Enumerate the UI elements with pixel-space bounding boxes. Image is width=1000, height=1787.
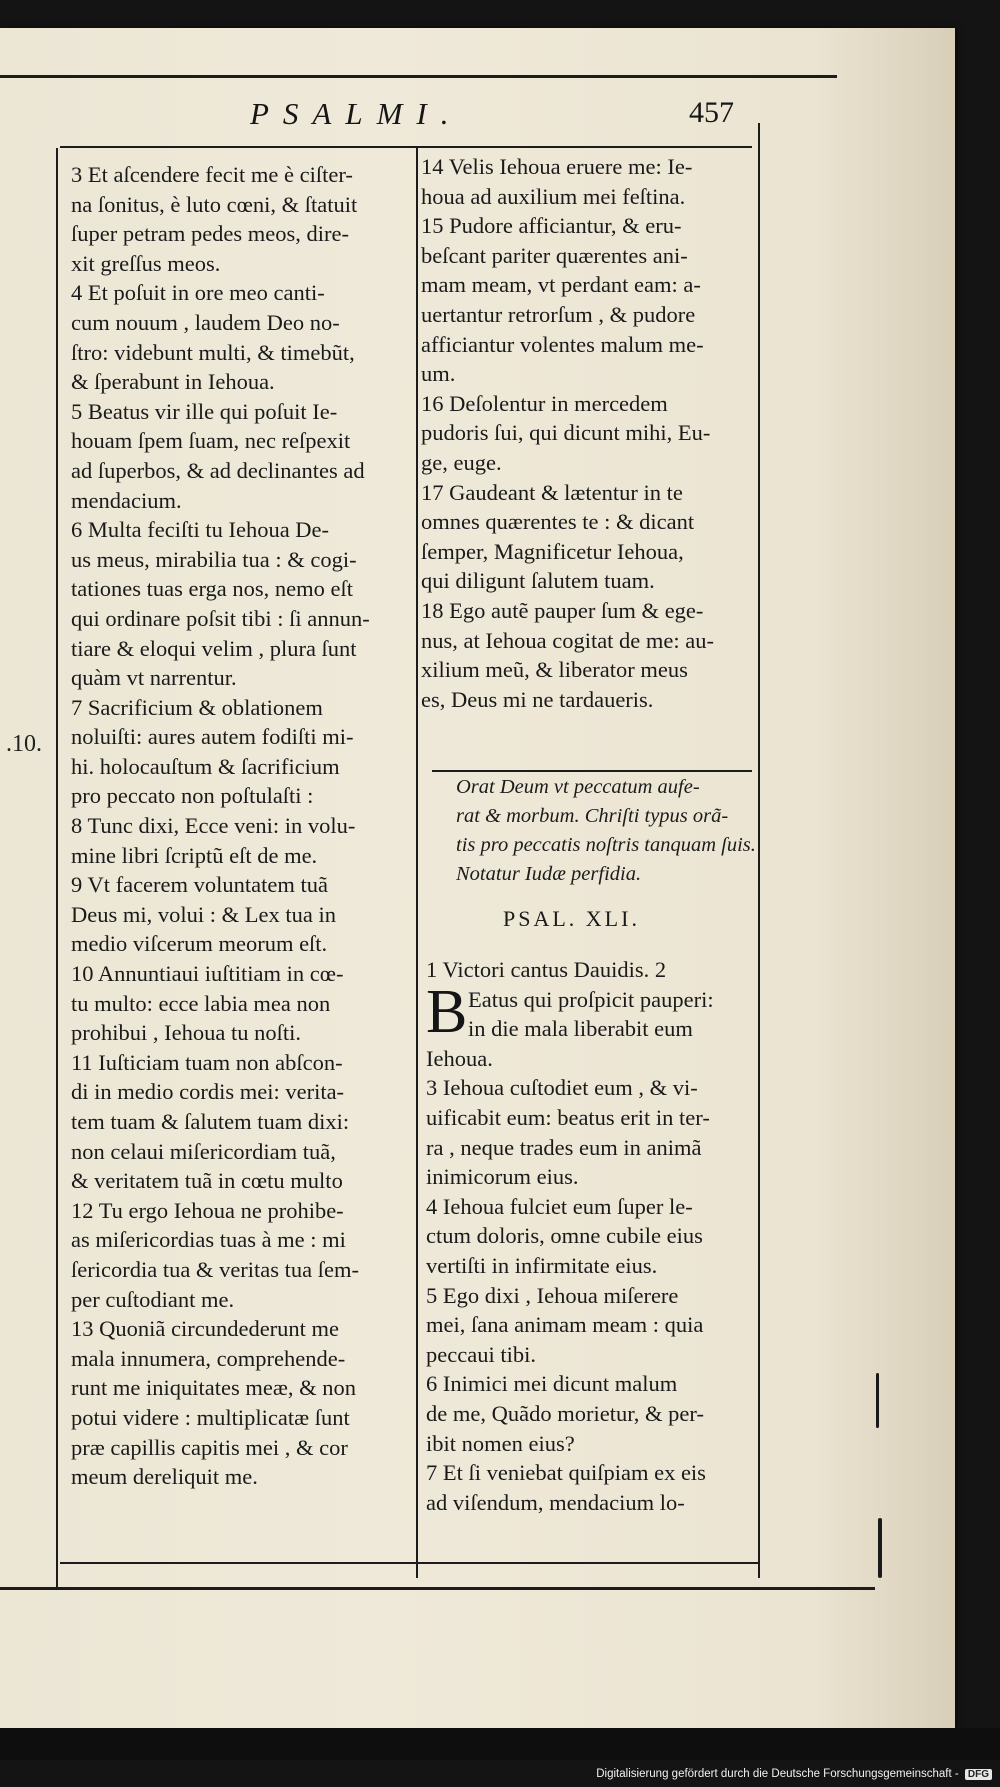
- psalm-heading: PSAL. XLI.: [503, 906, 640, 931]
- text-line: 3 Iehoua cuſtodiet eum , & vi-: [426, 1075, 698, 1101]
- text-line: pro peccato non poſtulaſti :: [71, 783, 314, 809]
- bracket-mark-upper: [876, 1373, 879, 1428]
- text-line: mei, ſana animam meam : quia: [426, 1312, 704, 1338]
- text-line: tis pro peccatis noſtris tanquam ſuis.: [456, 834, 756, 856]
- text-line: di in medio cordis mei: verita-: [71, 1079, 345, 1105]
- text-line: 16 Deſolentur in mercedem: [421, 390, 668, 416]
- text-line: um.: [421, 361, 456, 387]
- text-line: tem tuam & ſalutem tuam dixi:: [71, 1109, 350, 1134]
- text-line: uertantur retrorſum , & pudore: [421, 301, 696, 327]
- text-line: 4 Iehoua fulciet eum ſuper le-: [426, 1193, 693, 1219]
- text-line: hi. holocauſtum & ſacrificium: [71, 753, 340, 779]
- text-line: 14 Velis Iehoua eruere me: Ie-: [421, 154, 693, 179]
- text-line: ſtro: videbunt multi, & timebũt,: [71, 339, 355, 365]
- text-line: rat & morbum. Chriſti typus orã-: [456, 805, 729, 827]
- text-line: 7 Et ſi veniebat quiſpiam ex eis: [426, 1460, 706, 1486]
- text-line: na ſonitus, è luto cœni, & ſtatuit: [71, 191, 358, 217]
- psalm-summary: [456, 773, 760, 889]
- text-line: noluiſti: aures autem fodiſti mi-: [71, 724, 354, 750]
- text-line: præ capillis capitis mei , & cor: [71, 1434, 348, 1460]
- text-line: ge, euge.: [421, 449, 502, 475]
- text-line: de me, Quãdo morietur, & per-: [426, 1400, 704, 1426]
- text-line: mam meam, vt perdant eam: a-: [421, 272, 701, 298]
- text-line: vertiſti in infirmitate eius.: [426, 1252, 658, 1278]
- dfg-logo: DFG: [965, 1769, 992, 1780]
- text-line: 17 Gaudeant & lætentur in te: [421, 479, 683, 505]
- text-line: Iehoua.: [426, 1045, 493, 1071]
- text-line: per cuſtodiant me.: [71, 1286, 235, 1312]
- text-line: 6 Inimici mei dicunt malum: [426, 1371, 678, 1397]
- text-line: 7 Sacrificium & oblationem: [71, 694, 323, 720]
- text-line: tationes tuas erga nos, nemo eſt: [71, 576, 354, 602]
- text-line: beſcant pariter quærentes ani-: [421, 242, 688, 268]
- text-line: prohibui , Iehoua tu noſti.: [71, 1020, 301, 1046]
- text-line: in die mala liberabit eum: [468, 1016, 693, 1042]
- text-line: nus, at Iehoua cogitat de me: au-: [421, 627, 715, 653]
- text-line: runt me iniquitates meæ, & non: [71, 1375, 356, 1401]
- text-line: non celaui miſericordiam tuã,: [71, 1138, 336, 1164]
- text-line: ra , neque trades eum in animã: [426, 1134, 702, 1160]
- text-line: ſemper, Magnificetur Iehoua,: [421, 538, 684, 564]
- text-line: xit greſſus meos.: [71, 250, 221, 276]
- text-line: qui ordinare poſsit tibi : ſi annun-: [71, 605, 370, 631]
- bottom-rule-outer: [0, 1587, 875, 1590]
- text-line: mendacium.: [71, 487, 182, 513]
- digitization-credit: [596, 1768, 992, 1780]
- text-line: ſuper petram pedes meos, dire-: [71, 221, 350, 247]
- text-line: inimicorum eius.: [426, 1164, 579, 1190]
- text-line: potui videre : multiplicatæ ſunt: [71, 1404, 350, 1430]
- right-text-column-top: [421, 152, 757, 714]
- text-line: 1 Victori cantus Dauidis. 2: [426, 957, 667, 982]
- text-line: houam ſpem ſuam, nec reſpexit: [71, 428, 351, 454]
- text-line: & ſperabunt in Iehoua.: [71, 369, 275, 395]
- text-line: 11 Iuſticiam tuam non abſcon-: [71, 1049, 343, 1075]
- text-line: uificabit eum: beatus erit in ter-: [426, 1104, 710, 1130]
- text-line: quàm vt narrentur.: [71, 665, 237, 691]
- text-line: Deus mi, volui : & Lex tua in: [71, 901, 336, 927]
- text-line: 6 Multa feciſti tu Iehoua De-: [71, 517, 330, 543]
- left-column-border: [56, 148, 58, 1588]
- text-line: omnes quærentes te : & dicant: [421, 509, 695, 535]
- text-line: mala innumera, comprehende-: [71, 1345, 346, 1371]
- text-line: ad viſendum, mendacium lo-: [426, 1489, 685, 1515]
- text-line: es, Deus mi ne tardaueris.: [421, 686, 654, 712]
- text-line: us meus, mirabilia tua : & cogi-: [71, 546, 357, 572]
- text-line: qui diligunt ſalutem tuam.: [421, 568, 655, 594]
- text-lines: [426, 1044, 762, 1518]
- text-line: cum nouum , laudem Deo no-: [71, 309, 340, 335]
- text-line: 18 Ego autẽ pauper ſum & ege-: [421, 597, 704, 623]
- text-line: 8 Tunc dixi, Ecce veni: in volu-: [71, 813, 356, 839]
- top-rule: [0, 75, 837, 78]
- text-line: 3 Et aſcendere fecit me è ciſter-: [71, 162, 353, 187]
- text-line: 9 Vt facerem voluntatem tuã: [71, 872, 328, 898]
- text-line: ibit nomen eius?: [426, 1430, 575, 1456]
- text-line: as miſericordias tuas à me : mi: [71, 1227, 346, 1253]
- text-line: ſericordia tua & veritas tua ſem-: [71, 1256, 360, 1282]
- text-line: medio viſcerum meorum eſt.: [71, 931, 328, 957]
- text-line: xilium meũ, & liberator meus: [421, 657, 688, 683]
- text-line: Eatus qui proſpicit pauperi:: [468, 986, 714, 1012]
- text-line: meum dereliquit me.: [71, 1464, 258, 1490]
- margin-note: .10.: [6, 731, 42, 757]
- text-line: pudoris ſui, qui dicunt mihi, Eu-: [421, 420, 711, 446]
- text-line: 4 Et poſuit in ore meo canti-: [71, 280, 325, 306]
- right-text-column-bottom: [426, 955, 762, 1517]
- text-line: Orat Deum vt peccatum aufe-: [456, 776, 700, 798]
- column-divider: [416, 148, 418, 1578]
- text-line: tu multo: ecce labia mea non: [71, 990, 331, 1016]
- credit-text: Digitalisierung gefördert durch die Deutsche Forschungsgemeinschaft -: [596, 1768, 959, 1780]
- drop-cap: B: [426, 978, 468, 1046]
- text-line: afficiantur volentes malum me-: [421, 331, 704, 357]
- left-text-column: [71, 160, 411, 1492]
- text-line: 12 Tu ergo Iehoua ne prohibe-: [71, 1197, 344, 1223]
- text-line: houa ad auxilium mei feſtina.: [421, 183, 686, 209]
- text-line: & veritatem tuã in cœtu multo: [71, 1168, 343, 1194]
- text-line: 10 Annuntiaui iuſtitiam in cœ-: [71, 961, 344, 987]
- bracket-mark-lower: [878, 1518, 882, 1578]
- text-line: Notatur Iudæ perfidia.: [456, 863, 642, 885]
- text-line: mine libri ſcriptũ eſt de me.: [71, 842, 318, 868]
- summary-rule: [432, 770, 752, 772]
- text-line: ad ſuperbos, & ad declinantes ad: [71, 457, 365, 483]
- bottom-rule-inner: [60, 1562, 758, 1564]
- text-line: tiare & eloqui velim , plura ſunt: [71, 635, 357, 661]
- header-rule: [60, 146, 752, 148]
- text-line: ctum doloris, omne cubile eius: [426, 1223, 703, 1249]
- scan-bottom-band: [0, 1728, 1000, 1760]
- text-line: 5 Beatus vir ille qui poſuit Ie-: [71, 398, 338, 424]
- text-line: 15 Pudore afficiantur, & eru-: [421, 213, 682, 239]
- text-line: 13 Quoniã circundederunt me: [71, 1316, 340, 1342]
- text-line: peccaui tibi.: [426, 1341, 536, 1367]
- running-title: PSALMI.: [250, 96, 463, 131]
- page-number: 457: [689, 96, 734, 129]
- text-line: 5 Ego dixi , Iehoua miſerere: [426, 1282, 679, 1308]
